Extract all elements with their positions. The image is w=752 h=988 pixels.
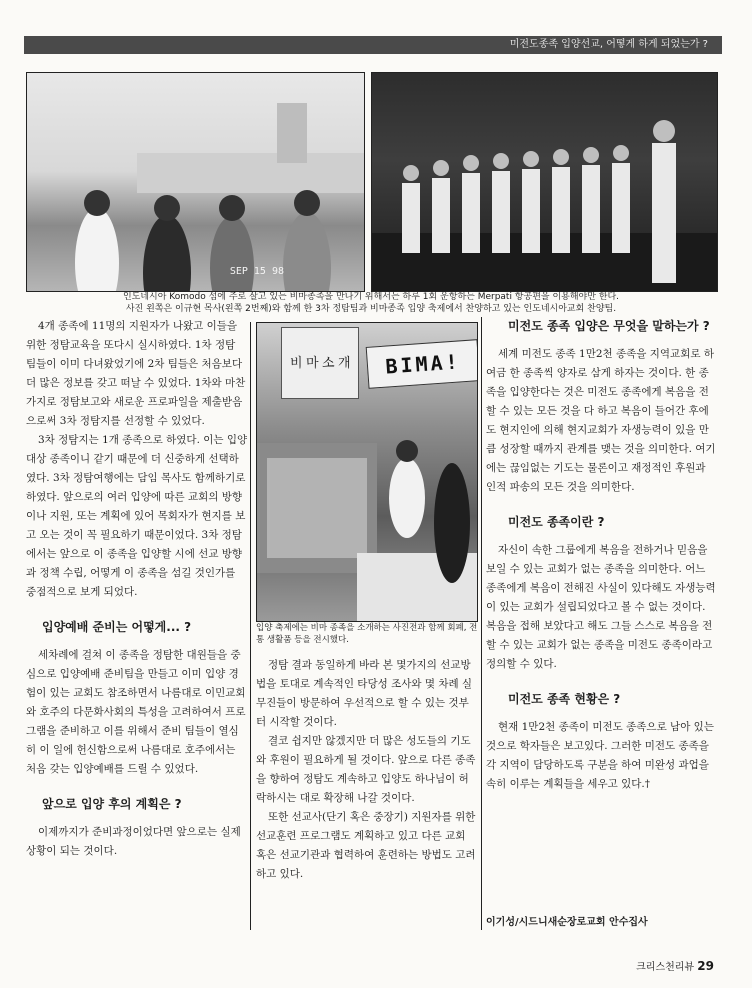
article-column-middle — [256, 656, 478, 884]
airplane-illustration — [27, 73, 364, 291]
photo-caption-line: 사진 왼쪽은 이규현 목사(왼쪽 2번째)와 함께 한 3차 정탐팀과 비마종족 입양 축제에서 찬양하고 있는 인도네시아교회 찬양팀. — [125, 304, 617, 314]
header-bar — [24, 36, 722, 54]
banner-char: 소 — [322, 356, 335, 371]
airplane-photo — [26, 72, 365, 292]
body-paragraph: 현재 1만2천 종족이 미전도 종족으로 남아 있는 것으로 학자들은 보고있다. 그러한 미전도 종족을 각 지역이 담당하도록 구분을 하여 미완성 과업을 속히 이루는 계획들을 세우고 있다.† — [486, 721, 714, 790]
body-paragraph: 세계 미전도 종족 1만2천 종족을 지역교회로 하여금 한 종족씩 양자로 삼게 하자는 것이다. 한 종족을 입양한다는 것은 미전도 종족에게 복음을 전할 수 있는 모든 것을 다 하고 복음이 들어간 후에도 현지인에 의해 현지교회가 자생능력이 있을 만큼 성장할 때까지 관계를 맺는 것을 의미한다. 여기에는 끊임없는 기도는 물론이고 재정적인 후원과 인적 파송의 모든 것을 의미한다. — [486, 348, 716, 493]
column-divider — [481, 317, 482, 930]
body-paragraph: 4개 종족에 11명의 지원자가 나왔고 이들을 위한 정탐교육을 또다시 실시하였다. 1차 정탐 팀들이 이미 다녀왔었기에 2차 팀들은 처음보다 더 많은 정보를 갖고 떠날 수 있었다. 1차와 마찬가지로 정탐보고와 새로운 프로파일을 제출받음으로써 3차 정탐지를 선정할 수 있었다. — [26, 320, 246, 427]
body-paragraph: 자신이 속한 그룹에게 복음을 전하거나 믿음을 보일 수 있는 교회가 없는 종족을 의미한다. 어느 종족에게 복음이 전해진 사실이 있다해도 자생능력이 있는 교회가 설립되었다고 볼 수 없는 것이다. 복음을 접해 보았다고 해도 그들 스스로 복음을 전할 수 있는 교회가 없는 종족을 미전도 종족이라고 정의할 수 있다. — [486, 544, 716, 670]
article-running-title: 미전도종족 입양선교, 어떻게 하게 되었는가 ? — [509, 39, 708, 50]
magazine-name: 크리스천리뷰 — [636, 962, 695, 973]
photo-caption — [26, 291, 716, 315]
banner-char: 개 — [338, 356, 351, 371]
photo-caption-line: 인도네시아 Komodo 섬에 주로 살고 있는 비마종족을 만나기 위해서는 하루 1회 운항하는 Merpati 항공편을 이용해야만 한다. — [122, 292, 620, 302]
exhibition-illustration — [257, 323, 477, 621]
body-paragraph: 세차례에 걸쳐 이 종족을 정탐한 대원들을 중심으로 입양예배 준비팀을 만들고 이미 입양 경험이 있는 교회도 참조하면서 나름대로 이민교회와 호주의 다문화사회의 특성을 고려하여서 프로그램을 준비하고 이를 위해서 준비 팀들이 열심히 이 일에 헌신함으로써 나름대로 호주에서는 처음 갖는 입양예배를 드릴 수 있었다. — [26, 649, 246, 775]
author-byline: 이기성/시드니새순장로교회 안수집사 — [486, 917, 648, 928]
body-paragraph: 결코 쉽지만 않겠지만 더 많은 성도들의 기도와 후원이 필요하게 될 것이다. 앞으로 다른 종족을 향하여 정탐도 계속하고 입양도 하나님이 허락하시는 대로 확장해 나갈 것이다. — [256, 735, 476, 804]
section-heading: 미전도 종족이란 ? — [508, 515, 605, 529]
article-column-right — [486, 317, 716, 794]
body-paragraph: 정탐 결과 동일하게 바라 본 몇가지의 선교방법을 토대로 계속적인 타당성 조사와 몇 차례 실무진들이 방문하여 우선적으로 할 수 있는 것부터 시작할 것이다. — [256, 659, 473, 728]
article-column-left — [26, 317, 248, 861]
body-paragraph: 3차 정탐지는 1개 종족으로 하였다. 이는 입양 대상 종족이니 같기 때문에 더 신중하게 선택하였다. 3차 정탐여행에는 담임 목사도 함께하기로 하였다. 앞으로의 여러 입양에 따른 교회의 방향이나 지원, 또는 계획에 있어 목회자가 현지를 보고 오는 것이 꼭 필요하기 때문이었다. 3차 정탐에서는 앞으로 이 종족을 입양할 시에 선교 방향과 정책 수립, 어떻게 이 종족을 섬길 것인가를 중점적으로 보게 되었다. — [26, 434, 248, 598]
page-number: 29 — [697, 959, 714, 973]
exhibition-photo — [256, 322, 478, 622]
photo-date-stamp: SEP 15 98 — [229, 266, 284, 277]
section-heading: 미전도 종족 입양은 무엇을 말하는가 ? — [508, 319, 710, 333]
section-heading: 앞으로 입양 후의 계획은 ? — [42, 797, 182, 811]
banner-char: 마 — [306, 356, 319, 371]
choir-photo — [371, 72, 718, 292]
body-paragraph: 이제까지가 준비과정이었다면 앞으로는 실제 상황이 되는 것이다. — [26, 826, 241, 857]
page-footer — [636, 958, 714, 973]
bima-sign: BIMA! — [366, 339, 478, 389]
section-heading: 입양예배 준비는 어떻게... ? — [42, 620, 192, 634]
body-paragraph: 또한 선교사(단기 혹은 중장기) 지원자를 위한 선교훈련 프로그램도 계획하고 있고 다른 교회 혹은 선교기관과 협력하여 훈련하는 방법도 고려하고 있다. — [256, 811, 476, 880]
column-divider — [250, 322, 251, 930]
section-heading: 미전도 종족 현황은 ? — [508, 692, 621, 706]
exhibition-photo-caption: 입양 축제에는 비마 종족을 소개하는 사진전과 함께 회폐, 전통 생활품 등을 전시했다. — [256, 623, 478, 645]
choir-illustration — [372, 73, 717, 291]
banner-char: 비 — [290, 356, 303, 371]
